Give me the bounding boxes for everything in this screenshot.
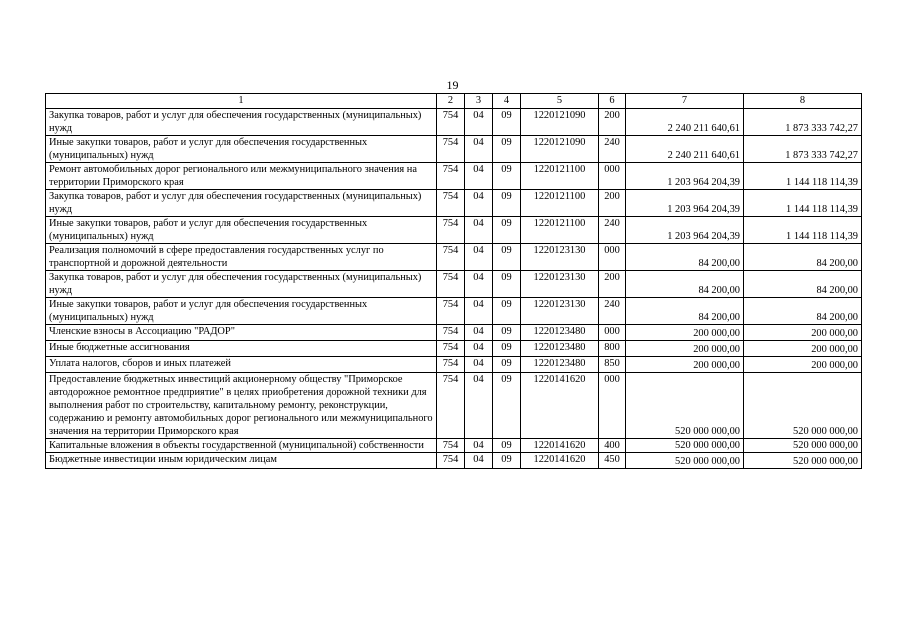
amount-col7: 84 200,00 (626, 298, 744, 325)
amount-col7: 520 000 000,00 (626, 373, 744, 439)
expense-type-code: 240 (599, 217, 626, 244)
page-number: 19 (446, 78, 459, 92)
expense-type-code: 200 (599, 109, 626, 136)
row-name: Закупка товаров, работ и услуг для обеспечения государственных (муниципальных) нужд (46, 190, 437, 217)
target-article-code: 1220121100 (521, 163, 599, 190)
expense-type-code: 000 (599, 163, 626, 190)
column-header: 1 (46, 94, 437, 109)
subsection-code: 09 (493, 453, 521, 469)
subsection-code: 09 (493, 271, 521, 298)
table-row (46, 163, 862, 190)
ministry-code: 754 (437, 341, 465, 357)
row-name: Капитальные вложения в объекты государственной (муниципальной) собственности (46, 439, 437, 453)
expense-type-code: 000 (599, 373, 626, 439)
section-code: 04 (465, 190, 493, 217)
expense-type-code: 200 (599, 271, 626, 298)
ministry-code: 754 (437, 373, 465, 439)
subsection-code: 09 (493, 357, 521, 373)
column-header: 4 (493, 94, 521, 109)
amount-col8: 520 000 000,00 (744, 373, 862, 439)
amount-col8: 200 000,00 (744, 357, 862, 373)
target-article-code: 1220123130 (521, 244, 599, 271)
row-name: Уплата налогов, сборов и иных платежей (46, 357, 437, 373)
subsection-code: 09 (493, 244, 521, 271)
amount-col7: 200 000,00 (626, 357, 744, 373)
table-row (46, 439, 862, 453)
table-row (46, 190, 862, 217)
subsection-code: 09 (493, 136, 521, 163)
expense-type-code: 450 (599, 453, 626, 469)
row-name: Иные закупки товаров, работ и услуг для обеспечения государственных (муниципальных) нужд (46, 136, 437, 163)
section-code: 04 (465, 341, 493, 357)
ministry-code: 754 (437, 453, 465, 469)
ministry-code: 754 (437, 190, 465, 217)
amount-col7: 200 000,00 (626, 325, 744, 341)
subsection-code: 09 (493, 190, 521, 217)
amount-col7: 84 200,00 (626, 271, 744, 298)
amount-col8: 1 144 118 114,39 (744, 163, 862, 190)
section-code: 04 (465, 244, 493, 271)
section-code: 04 (465, 325, 493, 341)
ministry-code: 754 (437, 298, 465, 325)
table-row (46, 341, 862, 357)
section-code: 04 (465, 373, 493, 439)
amount-col7: 84 200,00 (626, 244, 744, 271)
column-header: 2 (437, 94, 465, 109)
subsection-code: 09 (493, 109, 521, 136)
table-row (46, 357, 862, 373)
row-name: Закупка товаров, работ и услуг для обеспечения государственных (муниципальных) нужд (46, 271, 437, 298)
amount-col8: 84 200,00 (744, 271, 862, 298)
amount-col7: 520 000 000,00 (626, 439, 744, 453)
ministry-code: 754 (437, 109, 465, 136)
table-row (46, 325, 862, 341)
table-row (46, 109, 862, 136)
section-code: 04 (465, 439, 493, 453)
amount-col8: 1 144 118 114,39 (744, 217, 862, 244)
column-header: 7 (626, 94, 744, 109)
amount-col8: 1 144 118 114,39 (744, 190, 862, 217)
ministry-code: 754 (437, 271, 465, 298)
row-name: Членские взносы в Ассоциацию "РАДОР" (46, 325, 437, 341)
row-name: Реализация полномочий в сфере предоставления государственных услуг по транспортной и дорожной деятельности (46, 244, 437, 271)
target-article-code: 1220123130 (521, 298, 599, 325)
column-header: 8 (744, 94, 862, 109)
ministry-code: 754 (437, 439, 465, 453)
table-row (46, 373, 862, 439)
subsection-code: 09 (493, 373, 521, 439)
table-row (46, 244, 862, 271)
amount-col7: 2 240 211 640,61 (626, 136, 744, 163)
subsection-code: 09 (493, 325, 521, 341)
expense-type-code: 000 (599, 244, 626, 271)
table-row (46, 271, 862, 298)
column-header: 3 (465, 94, 493, 109)
target-article-code: 1220123130 (521, 271, 599, 298)
amount-col8: 1 873 333 742,27 (744, 109, 862, 136)
row-name: Иные бюджетные ассигнования (46, 341, 437, 357)
target-article-code: 1220123480 (521, 325, 599, 341)
ministry-code: 754 (437, 163, 465, 190)
section-code: 04 (465, 163, 493, 190)
column-header: 5 (521, 94, 599, 109)
subsection-code: 09 (493, 439, 521, 453)
expense-type-code: 000 (599, 325, 626, 341)
ministry-code: 754 (437, 217, 465, 244)
target-article-code: 1220121100 (521, 217, 599, 244)
section-code: 04 (465, 136, 493, 163)
expense-type-code: 400 (599, 439, 626, 453)
ministry-code: 754 (437, 244, 465, 271)
target-article-code: 1220121090 (521, 136, 599, 163)
amount-col7: 1 203 964 204,39 (626, 217, 744, 244)
row-name: Иные закупки товаров, работ и услуг для обеспечения государственных (муниципальных) нужд (46, 298, 437, 325)
expense-type-code: 240 (599, 298, 626, 325)
row-name: Предоставление бюджетных инвестиций акционерному обществу "Приморское автодорожное ремонтное предприятие" в целях приобретения дорожной техники для выполнения работ по строительству, капитальному ремонту, реконструкции, содержанию и ремонту автомобильных дорог регионального или межмуниципального значения на территории Приморского края (46, 373, 437, 439)
amount-col8: 1 873 333 742,27 (744, 136, 862, 163)
table-row (46, 453, 862, 469)
subsection-code: 09 (493, 298, 521, 325)
amount-col8: 84 200,00 (744, 298, 862, 325)
section-code: 04 (465, 271, 493, 298)
expense-type-code: 850 (599, 357, 626, 373)
target-article-code: 1220121090 (521, 109, 599, 136)
table-row (46, 298, 862, 325)
amount-col8: 520 000 000,00 (744, 439, 862, 453)
section-code: 04 (465, 217, 493, 244)
section-code: 04 (465, 453, 493, 469)
column-header: 6 (599, 94, 626, 109)
row-name: Закупка товаров, работ и услуг для обеспечения государственных (муниципальных) нужд (46, 109, 437, 136)
subsection-code: 09 (493, 163, 521, 190)
section-code: 04 (465, 109, 493, 136)
ministry-code: 754 (437, 136, 465, 163)
row-name: Иные закупки товаров, работ и услуг для обеспечения государственных (муниципальных) нужд (46, 217, 437, 244)
table-row (46, 217, 862, 244)
table-header-row (46, 94, 862, 109)
amount-col8: 84 200,00 (744, 244, 862, 271)
expense-type-code: 800 (599, 341, 626, 357)
amount-col7: 1 203 964 204,39 (626, 190, 744, 217)
ministry-code: 754 (437, 357, 465, 373)
amount-col7: 2 240 211 640,61 (626, 109, 744, 136)
expense-type-code: 240 (599, 136, 626, 163)
target-article-code: 1220141620 (521, 373, 599, 439)
target-article-code: 1220123480 (521, 357, 599, 373)
amount-col7: 520 000 000,00 (626, 453, 744, 469)
row-name: Ремонт автомобильных дорог регионального или межмуниципального значения на территории Приморского края (46, 163, 437, 190)
amount-col7: 1 203 964 204,39 (626, 163, 744, 190)
row-name: Бюджетные инвестиции иным юридическим лицам (46, 453, 437, 469)
table-row (46, 136, 862, 163)
target-article-code: 1220123480 (521, 341, 599, 357)
target-article-code: 1220141620 (521, 439, 599, 453)
ministry-code: 754 (437, 325, 465, 341)
target-article-code: 1220121100 (521, 190, 599, 217)
budget-table (45, 93, 862, 469)
amount-col8: 200 000,00 (744, 325, 862, 341)
subsection-code: 09 (493, 341, 521, 357)
amount-col7: 200 000,00 (626, 341, 744, 357)
target-article-code: 1220141620 (521, 453, 599, 469)
section-code: 04 (465, 357, 493, 373)
section-code: 04 (465, 298, 493, 325)
amount-col8: 200 000,00 (744, 341, 862, 357)
amount-col8: 520 000 000,00 (744, 453, 862, 469)
subsection-code: 09 (493, 217, 521, 244)
expense-type-code: 200 (599, 190, 626, 217)
